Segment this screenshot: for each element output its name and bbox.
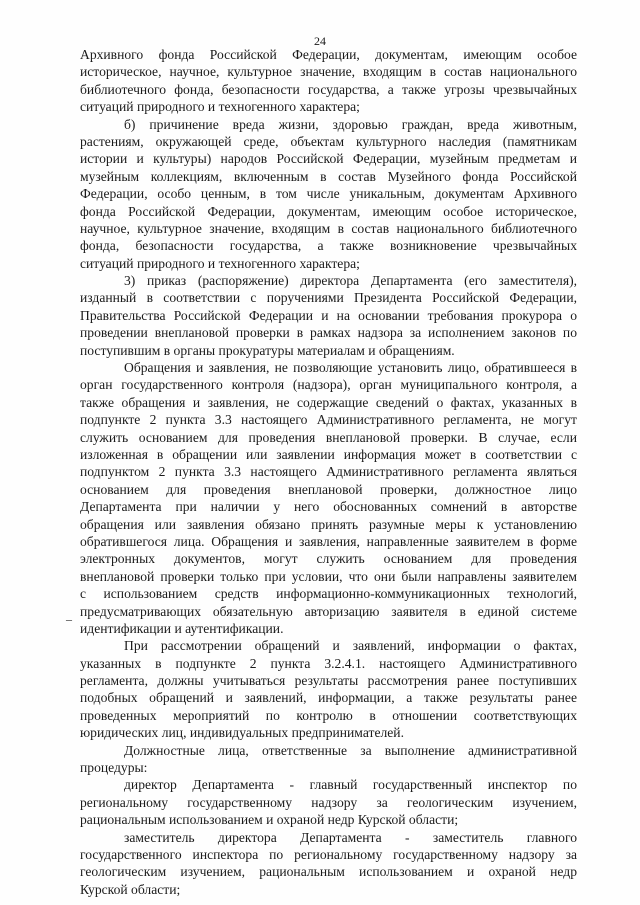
text-line: Департамента при наличии у него обоснованных сомнений в авторстве — [80, 499, 577, 515]
text-line: также обращения и заявления, не содержащие сведений о фактах, указанных в — [80, 394, 577, 410]
text-line: государственного инспектора по региональному государственному надзору за — [80, 846, 577, 862]
text-line: научное, культурное значение, входящим в состав национального библиотечного — [80, 220, 577, 236]
text-line: идентификации и аутентификации. — [80, 620, 284, 636]
text-line: подобных обращений и заявлений, информации, а также результаты ранее — [80, 690, 577, 706]
text-line: растениям, окружающей среде, объектам культурного наследия (памятникам — [80, 133, 577, 149]
text-line: библиотечного фонда, безопасности государства, а также угрозы чрезвычайных — [80, 81, 577, 97]
text-line: поступившим в органы прокуратуры материалам и обращениям. — [80, 342, 455, 358]
text-line: фонда, безопасности государства, а также возникновение чрезвычайных — [80, 238, 577, 254]
text-line: юридических лиц, индивидуальных предпринимателей. — [80, 725, 404, 741]
page-number: 24 — [314, 34, 326, 48]
text-line: музейным коллекциям, включенным в состав Музейного фонда Российской — [80, 168, 577, 184]
text-line: При рассмотрении обращений и заявлений, информации о фактах, — [124, 638, 577, 654]
text-line: Правительства Российской Федерации и на основании требования прокурора о — [80, 307, 577, 323]
text-line: истории и культуры) народов Российской Федерации, музейным предметам и — [80, 151, 577, 167]
text-line: внеплановой проверки только при условии, что они были направлены заявителем — [80, 568, 577, 584]
text-line: геологическим изучением, рациональным использованием и охраной недр — [80, 864, 577, 880]
text-line: с использованием средств информационно-коммуникационных технологий, — [80, 586, 577, 602]
body-text — [80, 46, 577, 898]
text-line: рациональным использованием и охраной недр Курской области; — [80, 812, 459, 828]
text-line: электронных документов, могут служить основанием для проведения — [80, 551, 577, 567]
text-line: служить основанием для проведения внеплановой проверки. В случае, если — [80, 429, 577, 445]
text-line: изложенная в обращении или заявлении информация может в соответствии с — [80, 446, 577, 462]
text-line: фонда Российской Федерации, документам, имеющим особое историческое, — [80, 203, 577, 219]
margin-mark: – — [66, 612, 72, 626]
text-line: директор Департамента - главный государственный инспектор по — [124, 777, 577, 793]
text-line: Федерации, особо ценным, в том числе уникальным, документам Архивного — [80, 186, 577, 202]
text-line: ситуаций природного и техногенного характера; — [80, 255, 360, 271]
text-line: региональному государственному надзору за геологическим изучением, — [80, 794, 577, 810]
text-line: предусматривающих обязательную авторизацию заявителя в единой системе — [80, 603, 577, 619]
text-line: изданный в соответствии с поручениями Президента Российской Федерации, — [80, 290, 577, 306]
text-line: процедуры: — [80, 760, 148, 776]
text-line: Обращения и заявления, не позволяющие установить лицо, обратившееся в — [124, 360, 577, 376]
text-line: заместитель директора Департамента - заместитель главного — [124, 829, 577, 845]
text-line: подпунктом 2 пункта 3.3 настоящего Административного регламента являться — [80, 464, 577, 480]
text-line: Должностные лица, ответственные за выполнение административной — [124, 742, 577, 758]
text-line: обратившегося лица. Обращения и заявления, направленные заявителем в форме — [80, 533, 577, 549]
text-line: б) причинение вреда жизни, здоровью граждан, вреда животным, — [124, 116, 577, 132]
text-line: указанных в подпункте 2 пункта 3.2.4.1. настоящего Административного — [80, 655, 577, 671]
text-line: обращения или заявления обязано принять разумные меры к установлению — [80, 516, 577, 532]
text-line: проведенных мероприятий по контролю в отношении соответствующих — [80, 707, 577, 723]
text-line: орган государственного контроля (надзора), орган муниципального контроля, а — [80, 377, 577, 393]
text-line: проведении внеплановой проверки в рамках надзора за исполнением законов по — [80, 325, 577, 341]
text-line: ситуаций природного и техногенного характера; — [80, 99, 360, 115]
text-line: регламента, должны учитываться результаты рассмотрения ранее поступивших — [80, 673, 577, 689]
text-line: 3) приказ (распоряжение) директора Департамента (его заместителя), — [124, 273, 577, 289]
text-line: основанием для проведения внеплановой проверки, должностное лицо — [80, 481, 577, 497]
text-line: Курской области; — [80, 881, 181, 897]
text-line: Архивного фонда Российской Федерации, документам, имеющим особое — [80, 47, 577, 62]
text-line: подпункте 2 пункта 3.3 настоящего Административного регламента, не могут — [80, 412, 577, 428]
text-line: историческое, научное, культурное значение, входящим в состав национального — [80, 64, 577, 80]
